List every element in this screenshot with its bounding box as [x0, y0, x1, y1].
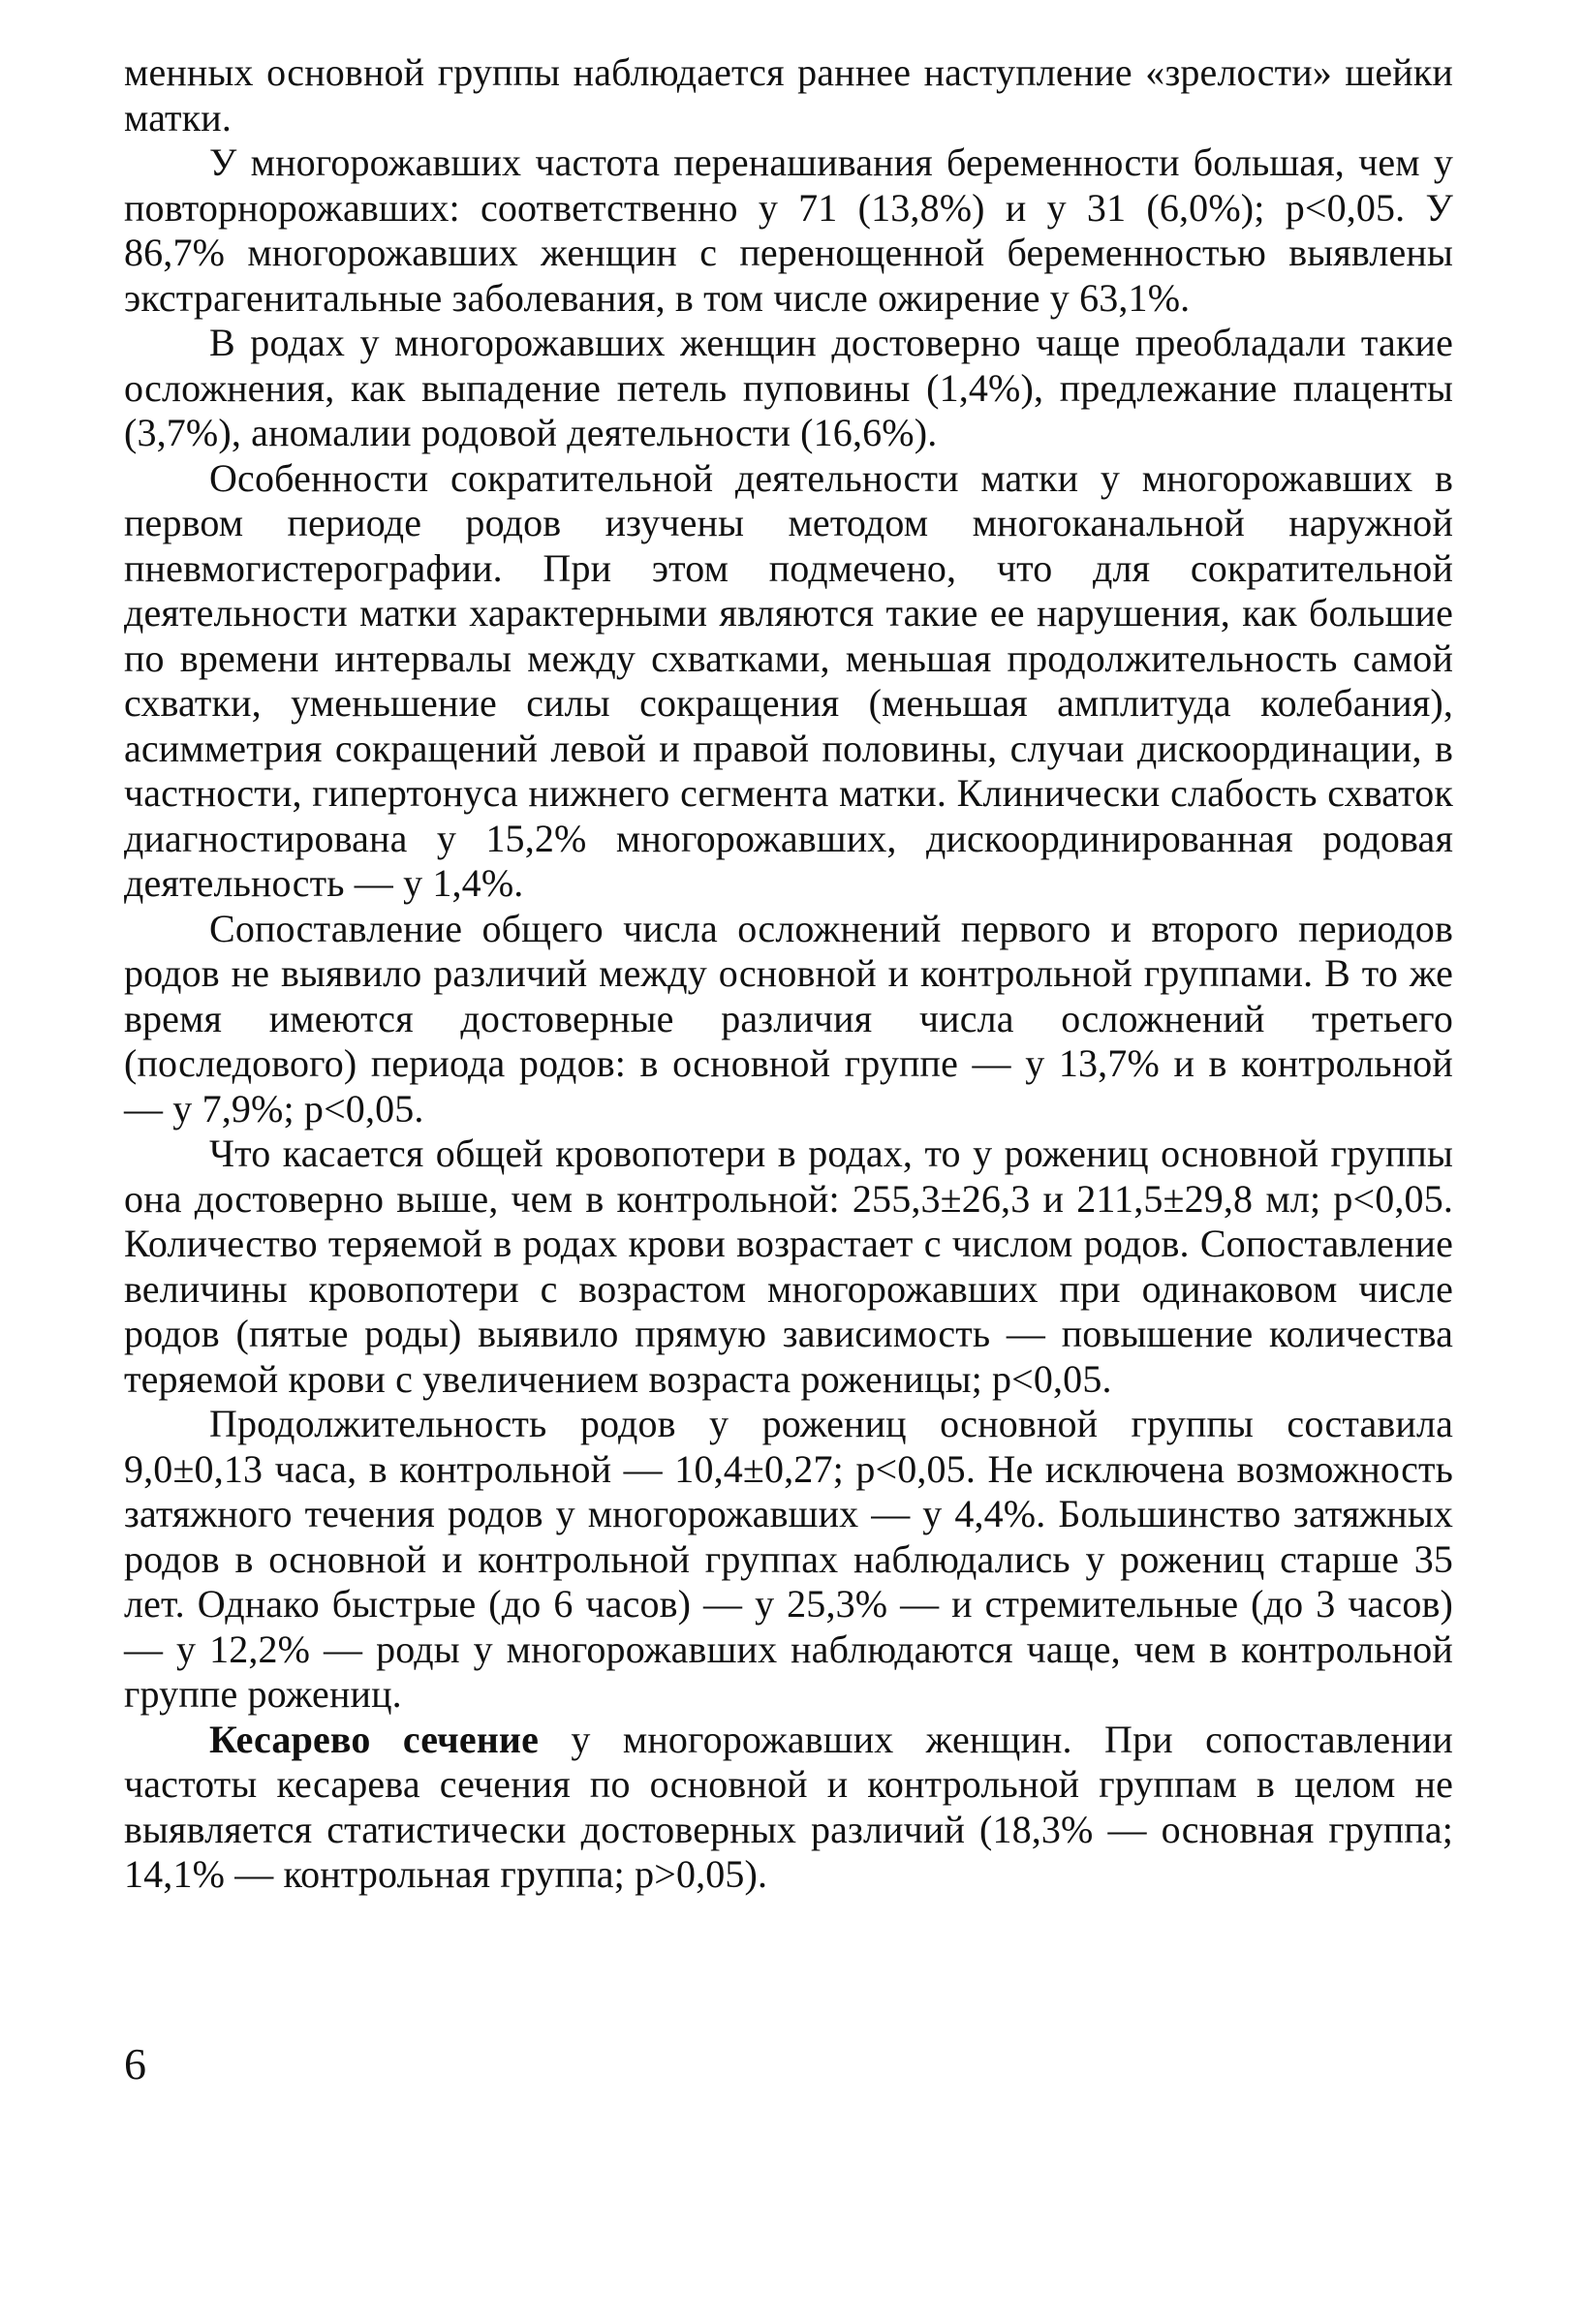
- paragraph-labor-duration: Продолжительность родов у рожениц основной группы составила 9,0±0,13 часа, в контрольной — 10,4±0,27; p<0,05. Не исключена возможность затяжного течения родов у многорожавших — у 4,4%. Большинство затяжных родов в основной и контрольной группах наблюдались у рожениц старше 35 лет. Однако быстрые (до 6 часов) — у 25,3% — и стремительные (до 3 часов) — у 12,2% — роды у многорожавших наблюдаются чаще, чем в контрольной группе рожениц.: [124, 1402, 1453, 1716]
- section-heading-cesarean: Кесарево сечение: [209, 1717, 540, 1761]
- paragraph-cesarean-text: у многорожавших женщин. При сопоставлении частоты кесарева сечения по основной и контрольной группам в целом не выявляется статистически достоверных различий (18,3% — основная группа; 14,1% — контрольная группа; p>0,05).: [124, 1717, 1453, 1896]
- page-number: 6: [124, 2039, 146, 2089]
- paragraph-continuation: менных основной группы наблюдается раннее наступление «зрелости» шейки матки.: [124, 50, 1453, 139]
- paragraph-post-term-pregnancy: У многорожавших частота перенашивания беременности большая, чем у повторнорожавших: соответственно у 71 (13,8%) и у 31 (6,0%); p<0,05. У 86,7% многорожавших женщин с перенощенной беременностью выявлены экстрагенитальные заболевания, в том числе ожирение у 63,1%.: [124, 140, 1453, 320]
- paragraph-cesarean-section: [124, 1718, 1453, 1898]
- paragraph-complications-comparison: Сопоставление общего числа осложнений первого и второго периодов родов не выявило различий между основной и контрольной группами. В то же время имеются достоверные различия числа осложнений третьего (последового) периода родов: в основной группе — у 13,7% и в контрольной — у 7,9%; p<0,05.: [124, 906, 1453, 1131]
- paragraph-blood-loss: Что касается общей кровопотери в родах, то у рожениц основной группы она достоверно выше, чем в контрольной: 255,3±26,3 и 211,5±29,8 мл; p<0,05. Количество теряемой в родах крови возрастает с числом родов. Сопоставление величины кровопотери с возрастом многорожавших при одинаковом числе родов (пятые роды) выявило прямую зависимость — повышение количества теряемой крови с увеличением возраста роженицы; p<0,05.: [124, 1131, 1453, 1401]
- page-text: [124, 50, 1453, 1898]
- paragraph-uterine-contractility: Особенности сократительной деятельности матки у многорожавших в первом периоде родов изучены методом многоканальной наружной пневмогистерографии. При этом подмечено, что для сократительной деятельности матки характерными являются такие ее нарушения, как большие по времени интервалы между схватками, меньшая продолжительность самой схватки, уменьшение силы сокращения (меньшая амплитуда колебания), асимметрия сокращений левой и правой половины, случаи дискоординации, в частности, гипертонуса нижнего сегмента матки. Клинически слабость схваток диагностирована у 15,2% многорожавших, дискоординированная родовая деятельность — у 1,4%.: [124, 455, 1453, 905]
- paragraph-labor-complications: В родах у многорожавших женщин достоверно чаще преобладали такие осложнения, как выпадение петель пуповины (1,4%), предлежание плаценты (3,7%), аномалии родовой деятельности (16,6%).: [124, 321, 1453, 454]
